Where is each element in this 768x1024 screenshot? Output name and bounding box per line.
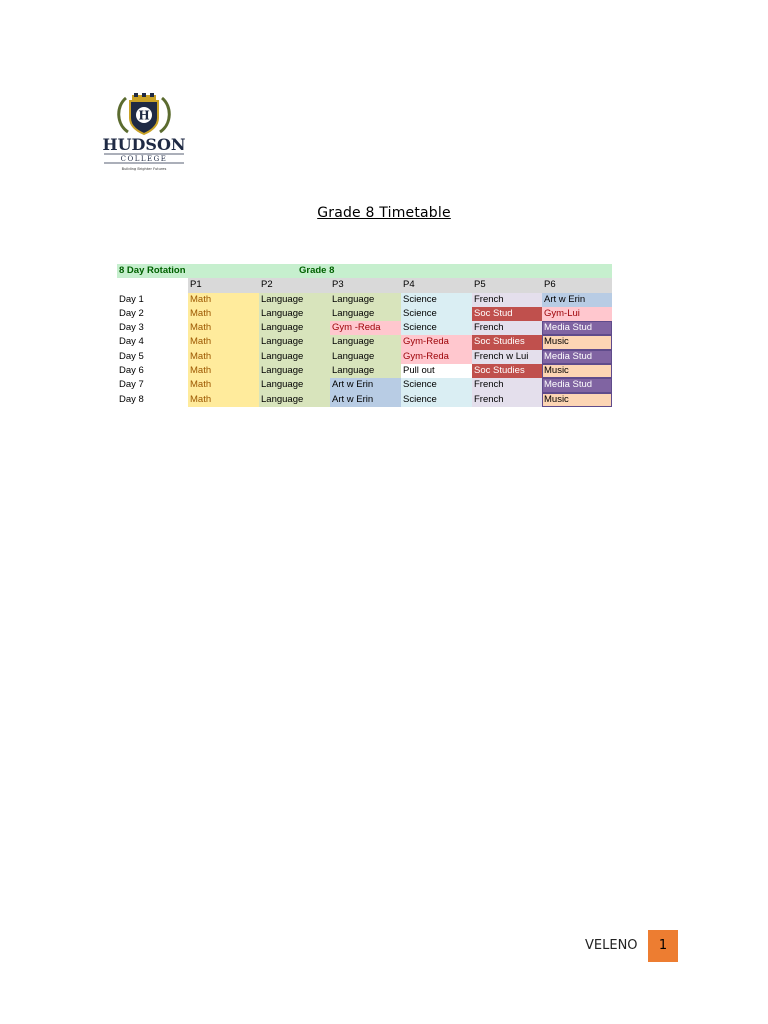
subject-cell: Language	[330, 293, 401, 307]
subject-cell: Language	[259, 364, 330, 378]
subject-cell: Science	[401, 378, 472, 392]
subject-cell: Language	[259, 378, 330, 392]
subject-cell: Media Stud	[542, 321, 612, 335]
page-number: 1	[648, 930, 678, 962]
logo-name: HUDSON	[102, 135, 186, 154]
subject-cell: Language	[259, 321, 330, 335]
subject-cell: Music	[542, 393, 612, 407]
day-label: Day 3	[119, 322, 144, 334]
table-row	[117, 293, 612, 307]
grade-label: Grade 8	[299, 265, 335, 276]
subject-cell: French	[472, 293, 542, 307]
day-label: Day 7	[119, 379, 144, 391]
period-header: P2	[259, 278, 330, 292]
subject-cell: Math	[188, 393, 259, 407]
period-header-blank	[117, 278, 188, 292]
subject-cell: Gym -Reda	[330, 321, 401, 335]
subject-cell: Math	[188, 364, 259, 378]
subject-cell: Math	[188, 321, 259, 335]
subject-cell: Art w Erin	[330, 378, 401, 392]
subject-cell: Language	[259, 293, 330, 307]
subject-cell: Science	[401, 393, 472, 407]
subject-cell: Music	[542, 335, 612, 349]
subject-cell: Language	[330, 364, 401, 378]
subject-cell: Pull out	[401, 364, 472, 378]
subject-cell: French	[472, 393, 542, 407]
table-row	[117, 393, 612, 407]
subject-cell: Media Stud	[542, 350, 612, 364]
timetable-body	[117, 293, 612, 407]
day-label: Day 6	[119, 365, 144, 377]
subject-cell: Language	[259, 350, 330, 364]
period-header: P6	[542, 278, 612, 292]
period-header: P1	[188, 278, 259, 292]
hudson-college-logo	[94, 92, 194, 176]
rotation-label: 8 Day Rotation	[119, 265, 186, 276]
subject-cell: Art w Erin	[330, 393, 401, 407]
subject-cell: Gym-Lui	[542, 307, 612, 321]
timetable	[117, 264, 612, 407]
subject-cell: Math	[188, 293, 259, 307]
subject-cell: Art w Erin	[542, 293, 612, 307]
table-row	[117, 350, 612, 364]
subject-cell: Soc Stud	[472, 307, 542, 321]
timetable-header-band	[117, 264, 612, 278]
crest-letter: H	[138, 108, 150, 123]
subject-cell: Media Stud	[542, 378, 612, 392]
table-row	[117, 321, 612, 335]
subject-cell: Music	[542, 364, 612, 378]
subject-cell: French	[472, 378, 542, 392]
subject-cell: Math	[188, 307, 259, 321]
subject-cell: Language	[259, 307, 330, 321]
day-label: Day 5	[119, 350, 144, 362]
subject-cell: Gym-Reda	[401, 335, 472, 349]
subject-cell: Math	[188, 378, 259, 392]
subject-cell: Gym-Reda	[401, 350, 472, 364]
subject-cell: Language	[259, 393, 330, 407]
period-header: P3	[330, 278, 401, 292]
subject-cell: Science	[401, 293, 472, 307]
logo-sub: COLLEGE	[120, 155, 168, 163]
subject-cell: Soc Studies	[472, 335, 542, 349]
subject-cell: Language	[259, 335, 330, 349]
subject-cell: Math	[188, 335, 259, 349]
table-row	[117, 378, 612, 392]
period-header-row	[117, 278, 612, 292]
table-row	[117, 364, 612, 378]
subject-cell: Science	[401, 307, 472, 321]
subject-cell: French w Lui	[472, 350, 542, 364]
subject-cell: Language	[330, 307, 401, 321]
subject-cell: Language	[330, 350, 401, 364]
table-row	[117, 335, 612, 349]
period-header: P5	[472, 278, 542, 292]
subject-cell: Math	[188, 350, 259, 364]
day-label: Day 8	[119, 393, 144, 405]
table-row	[117, 307, 612, 321]
day-label: Day 1	[119, 293, 144, 305]
subject-cell: Science	[401, 321, 472, 335]
subject-cell: Language	[330, 335, 401, 349]
page-title: Grade 8 Timetable	[317, 205, 451, 221]
day-label: Day 2	[119, 307, 144, 319]
footer-author: VELENO	[585, 938, 638, 953]
period-header: P4	[401, 278, 472, 292]
logo-tagline: Building Brighter Futures	[121, 167, 167, 171]
day-label: Day 4	[119, 336, 144, 348]
subject-cell: Soc Studies	[472, 364, 542, 378]
subject-cell: French	[472, 321, 542, 335]
